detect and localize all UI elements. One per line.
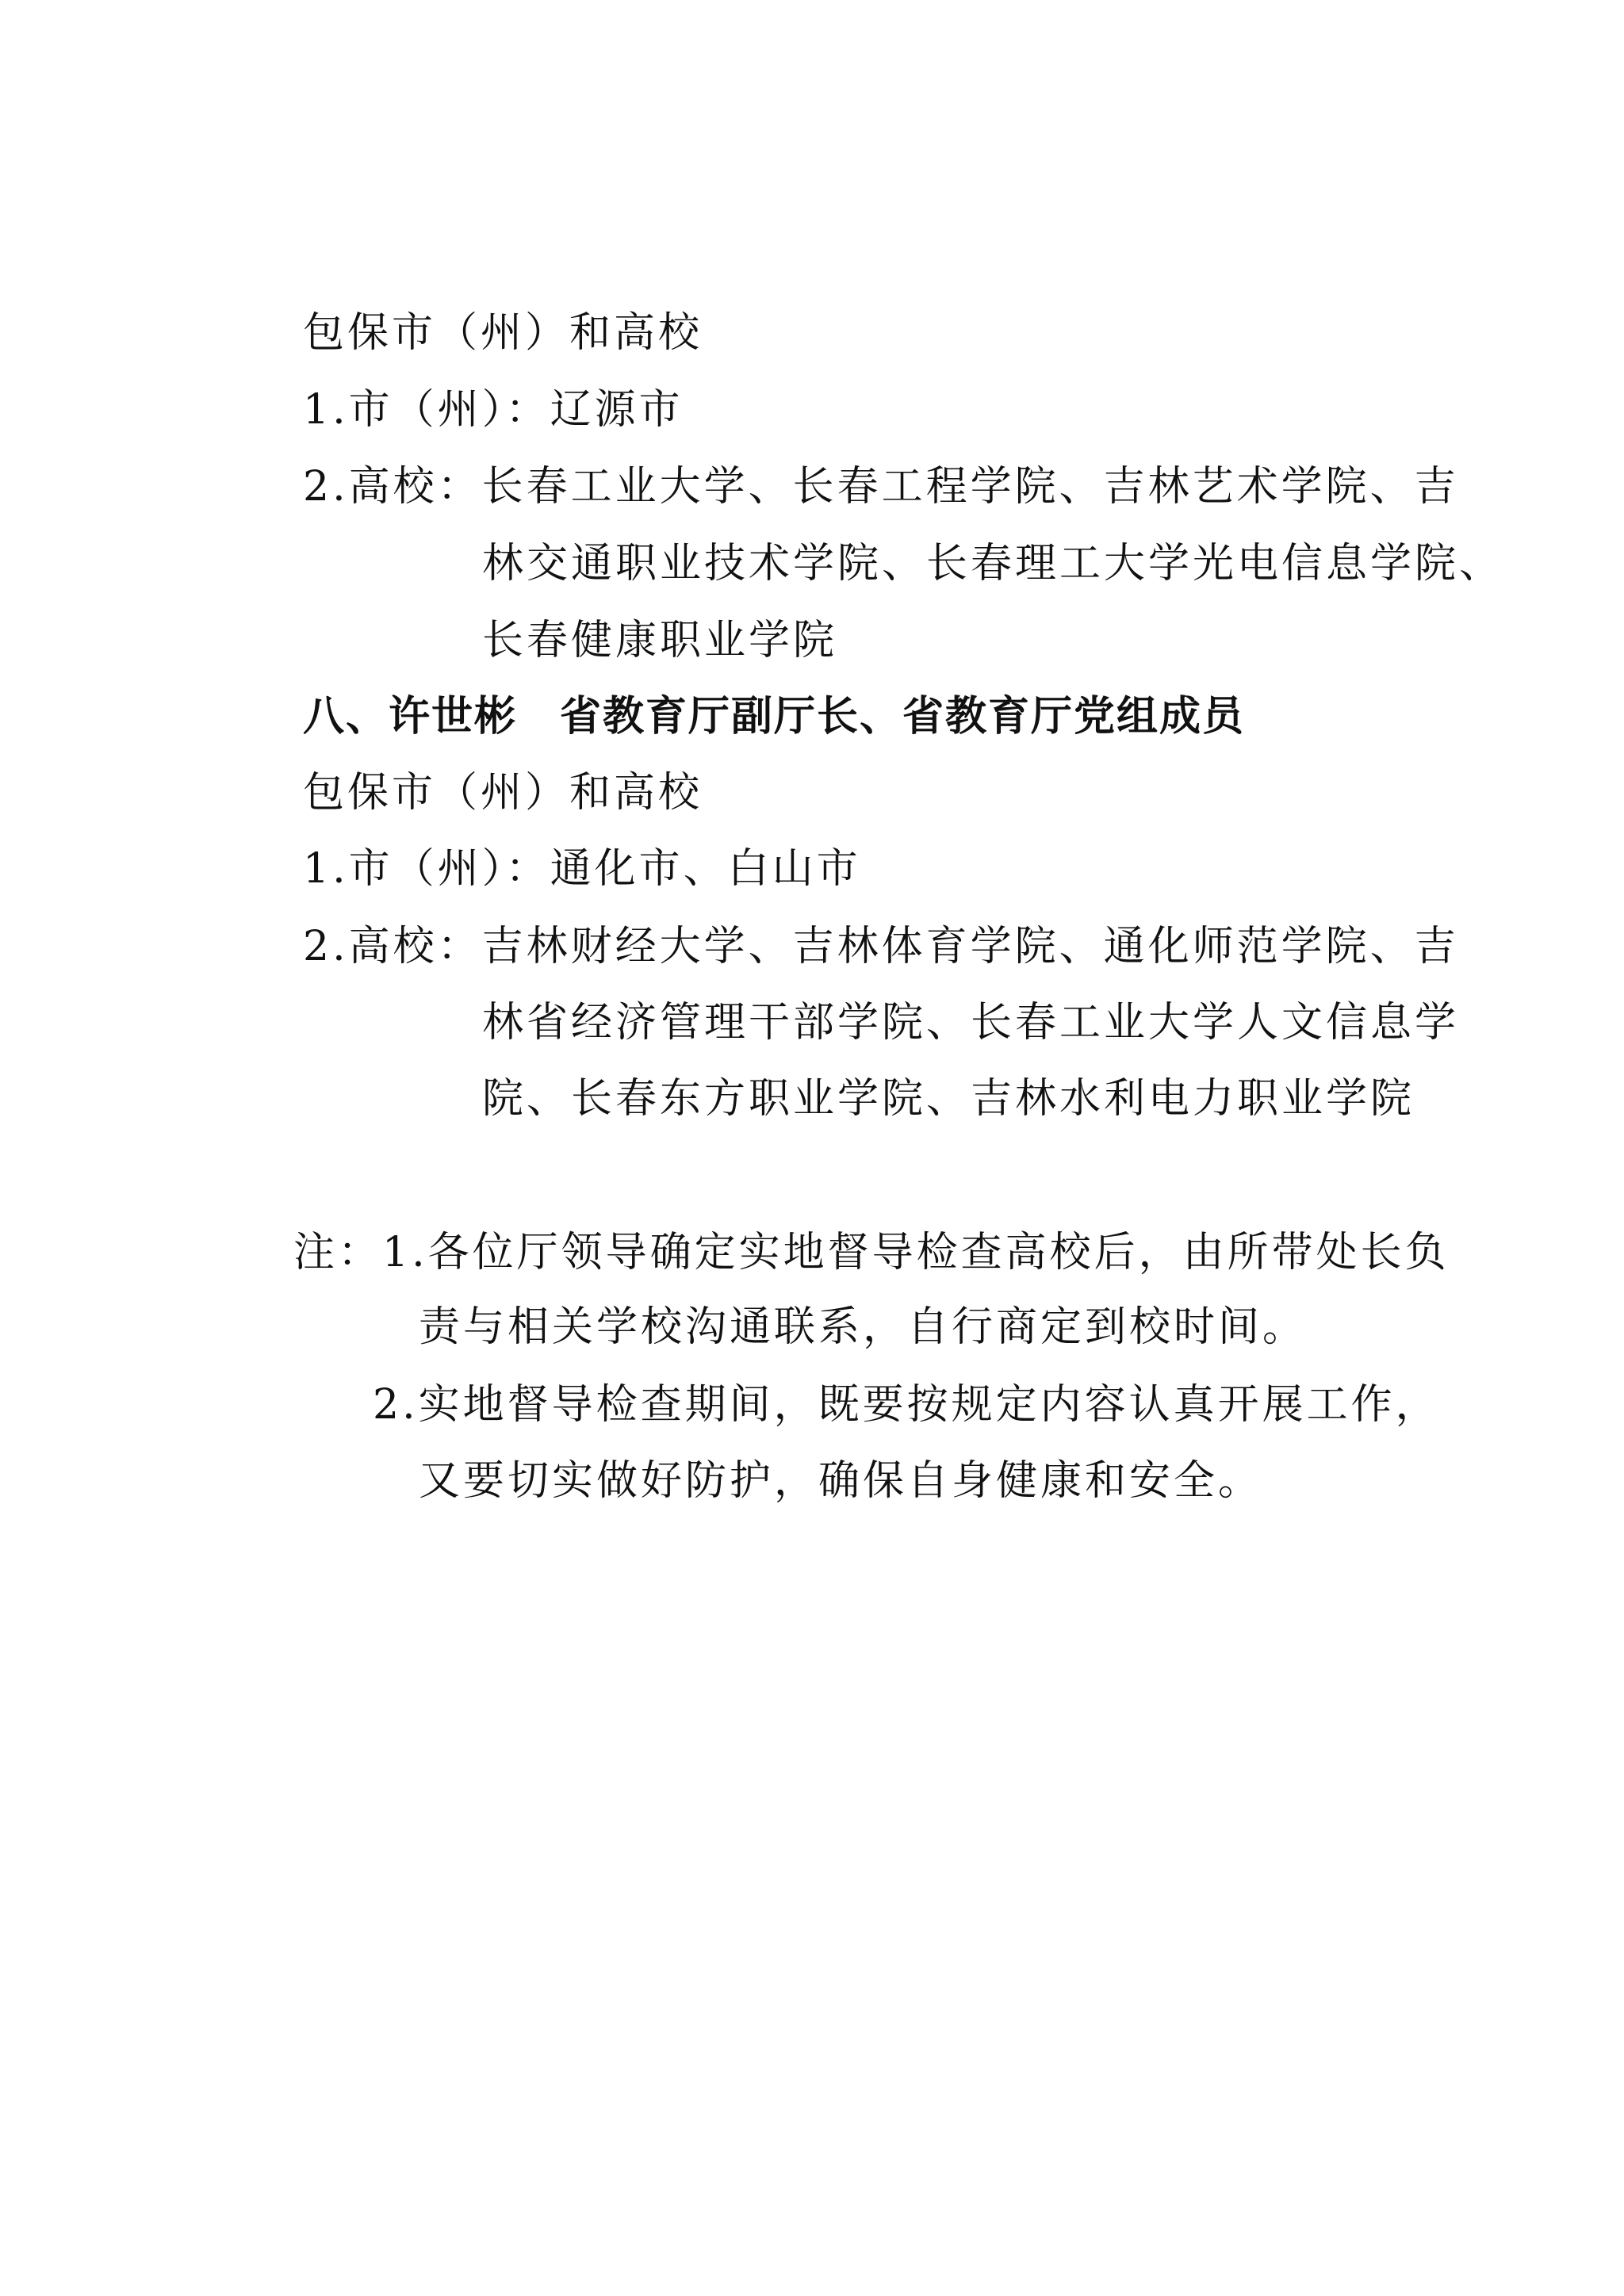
schools-line-3: 院、长春东方职业学院、吉林水利电力职业学院: [482, 1075, 1415, 1123]
city-line: 1.市（州）：辽源市: [303, 386, 684, 434]
note-2-line-1: 2.实地督导检查期间，既要按规定内容认真开展工作，: [373, 1381, 1440, 1429]
section-heading: 包保市（州）和高校: [303, 309, 703, 357]
schools-line-1: 2.高校：吉林财经大学、吉林体育学院、通化师范学院、吉: [303, 923, 1459, 970]
note-1-line-1: 注：1.各位厅领导确定实地督导检查高校后，由所带处长负: [293, 1229, 1450, 1276]
note-2-line-2: 又要切实做好防护，确保自身健康和安全。: [419, 1457, 1263, 1505]
section-heading: 包保市（州）和高校: [303, 769, 703, 817]
note-1-line-2: 责与相关学校沟通联系，自行商定到校时间。: [419, 1303, 1308, 1351]
schools-line-1: 2.高校：长春工业大学、长春工程学院、吉林艺术学院、吉: [303, 463, 1459, 511]
city-line: 1.市（州）：通化市、白山市: [303, 845, 861, 893]
schools-line-3: 长春健康职业学院: [482, 617, 838, 664]
schools-line-2: 林省经济管理干部学院、长春工业大学人文信息学: [482, 999, 1460, 1047]
section-eight-title: 八、许世彬 省教育厅副厅长、省教育厅党组成员: [303, 693, 1246, 740]
schools-line-2: 林交通职业技术学院、长春理工大学光电信息学院、: [482, 540, 1504, 587]
